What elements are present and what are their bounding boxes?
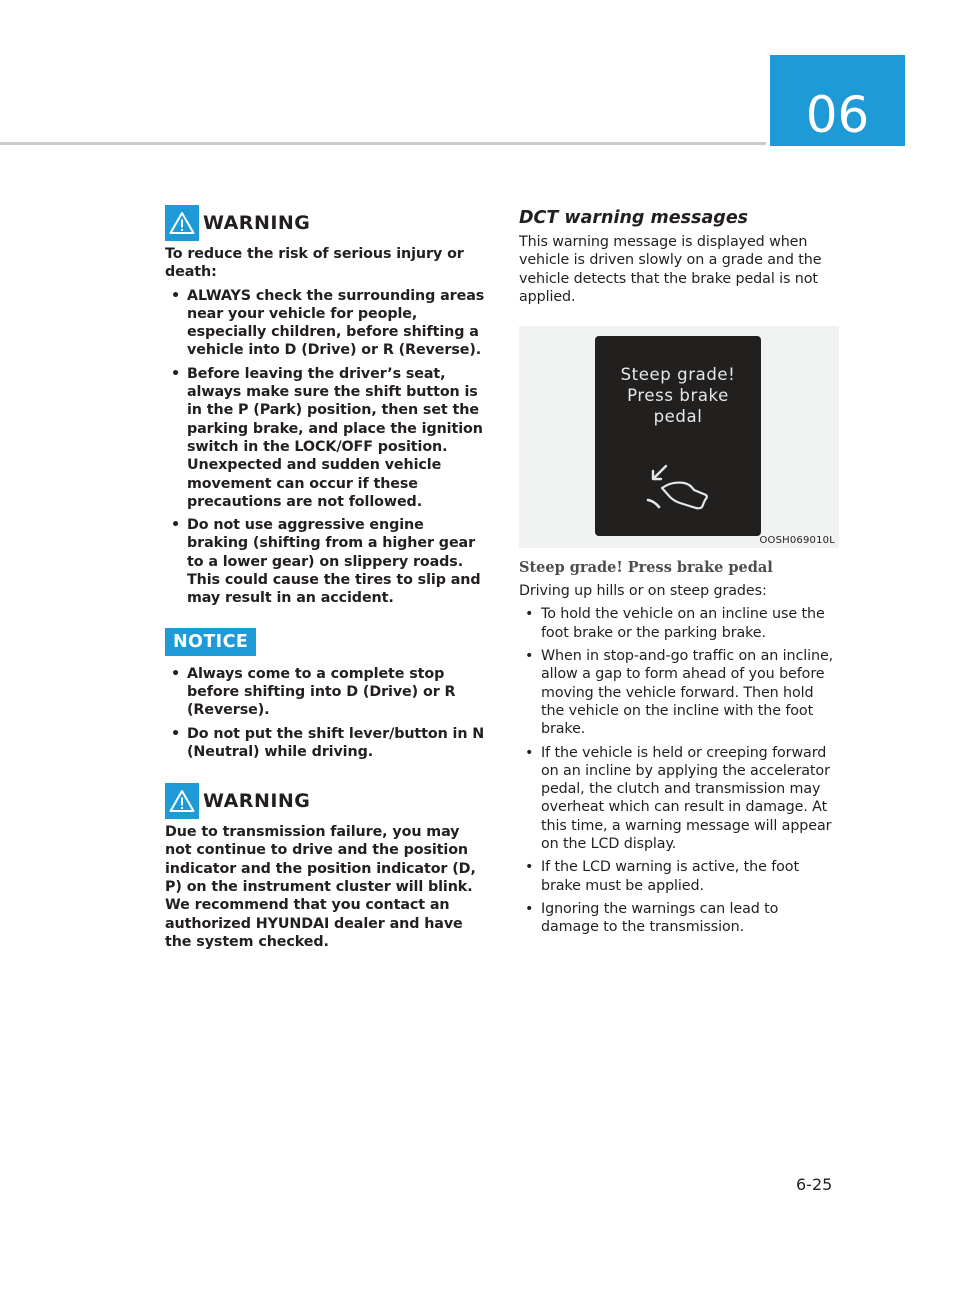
warning-intro: To reduce the risk of serious injury or death: [165,246,464,281]
lcd-message [595,364,761,427]
section-intro: This warning message is displayed when vehicle is driven slowly on a grade and the vehicle detects that the brake pedal is not applied. [519,234,822,305]
chapter-tab: 06 [770,55,905,146]
warning-title: WARNING [203,212,311,234]
notice-heading: NOTICE [165,628,256,656]
list-item: • If the vehicle is held or creeping forward on an incline by applying the accelerator pedal, the clutch and transmission may overheat which can result in damage. At this time, a warning message will appear on the LCD display. [519,744,839,854]
warning-list [165,287,487,608]
lcd-line: pedal [653,407,703,427]
list-item: • Do not use aggressive engine braking (shifting from a higher gear to a lower gear) on slippery roads. This could cause the tires to slip and may result in an accident. [165,516,487,607]
grade-list [519,605,839,936]
warning-body: Due to transmission failure, you may not continue to drive and the position indicator and the position indicator (D, P) on the instrument cluster will blink. We recommend that you contact an authorized HYUNDAI dealer and have the system checked. [165,824,476,950]
lcd-line: Steep grade! [620,365,736,385]
right-column [519,205,839,937]
warning-heading [165,783,487,819]
lcd-display [595,336,761,536]
list-item: • If the LCD warning is active, the foot brake must be applied. [519,858,839,895]
page-number: 6-25 [796,1175,833,1194]
list-item: • Always come to a complete stop before shifting into D (Drive) or R (Reverse). [165,665,487,720]
list-item: • When in stop-and-go traffic on an incline, allow a gap to form ahead of you before moving the vehicle forward. Then hold the vehicle on the incline with the foot brake. [519,647,839,738]
list-item: • Do not put the shift lever/button in N (Neutral) while driving. [165,725,487,762]
warning-heading [165,205,487,241]
section-title: DCT warning messages [519,208,749,228]
brake-pedal-icon [640,464,720,514]
lcd-figure [519,326,839,548]
list-item: • ALWAYS check the surrounding areas near your vehicle for people, especially children, before shifting a vehicle into D (Drive) or R (Reverse). [165,287,487,360]
notice-list [165,665,487,761]
list-item: • Ignoring the warnings can lead to damage to the transmission. [519,900,839,937]
figure-caption: Steep grade! Press brake pedal [519,559,773,577]
warning-triangle-icon [165,783,199,819]
lead-text: Driving up hills or on steep grades: [519,583,767,600]
left-column [165,205,487,951]
header-rule [0,142,766,145]
figure-code: OOSH069010L [759,535,835,547]
list-item: • Before leaving the driver’s seat, always make sure the shift button is in the P (Park) position, then set the parking brake, and place the ignition switch in the LOCK/OFF position. Unexpected and sudden vehicle movement can occur if these precautions are not followed. [165,365,487,511]
warning-triangle-icon [165,205,199,241]
warning-title: WARNING [203,790,311,813]
list-item: • To hold the vehicle on an incline use the foot brake or the parking brake. [519,605,839,642]
lcd-line: Press brake [627,386,729,406]
